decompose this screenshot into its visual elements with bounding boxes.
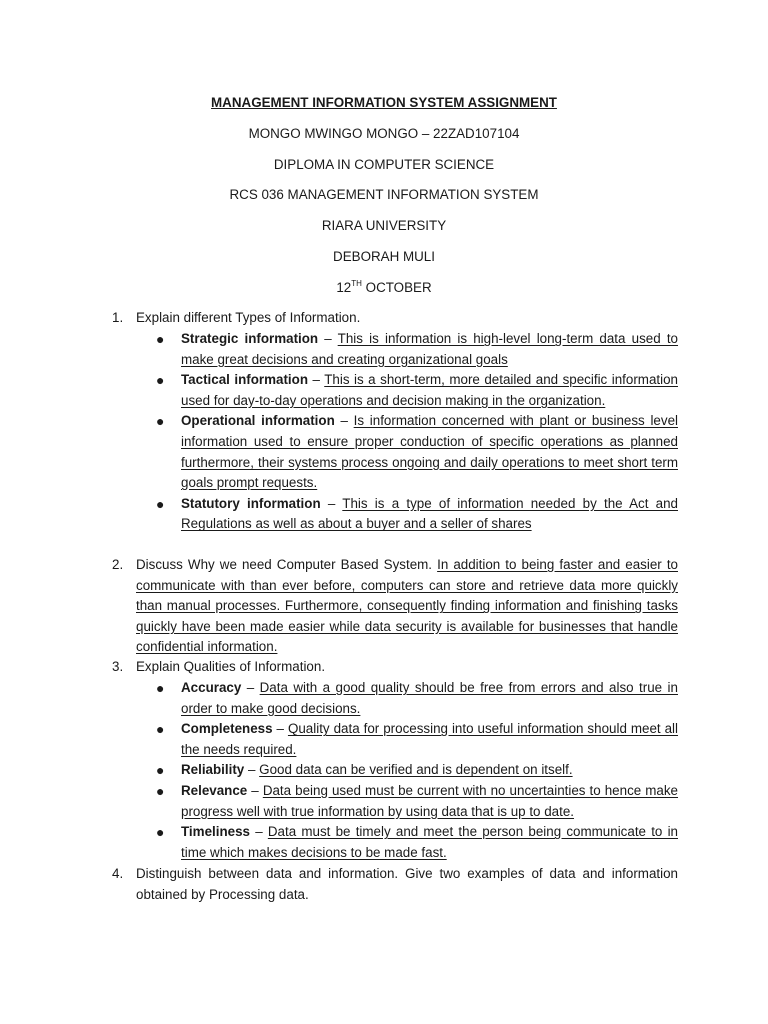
date-month: OCTOBER bbox=[361, 280, 432, 295]
bullet-icon: ● bbox=[156, 331, 165, 347]
item-answer: Good data can be verified and is dependent on itself. bbox=[259, 762, 573, 778]
item-separator: – bbox=[334, 413, 354, 429]
item-answer: This is a short-term, more detailed and specific information used for day-to-day operations and decision making in the organization. bbox=[181, 372, 678, 408]
item-answer: This is a type of information needed by the Act and Regulations as well as about a buyer and a seller of shares bbox=[181, 495, 678, 532]
date-day: 12 bbox=[336, 280, 352, 295]
list-item bbox=[156, 494, 678, 535]
question-1-list bbox=[156, 329, 678, 535]
question-2 bbox=[112, 555, 678, 658]
question-text: Distinguish between data and information. Give two examples of data and information obtained by Processing data. bbox=[136, 866, 678, 902]
item-answer: Is information concerned with plant or business level information used to ensure proper conduction of specific operations as planned furthermore, their systems process ongoing and daily operations to meet short term goals prompt requests. bbox=[181, 413, 678, 491]
item-answer: Quality data for processing into useful information should meet all the needs required. bbox=[181, 721, 679, 757]
bullet-icon: ● bbox=[156, 782, 165, 799]
question-text: Explain Qualities of Information. bbox=[136, 659, 326, 674]
question-4 bbox=[112, 864, 678, 905]
lecturer-line: DEBORAH MULI bbox=[333, 249, 435, 264]
list-item bbox=[156, 678, 678, 719]
item-answer: Data with a good quality should be free from errors and also true in order to make good decisions. bbox=[181, 680, 678, 716]
item-term: Reliability bbox=[181, 762, 245, 778]
item-term: Statutory information bbox=[181, 495, 321, 511]
item-separator: – bbox=[249, 824, 268, 840]
bullet-icon: ● bbox=[156, 762, 165, 779]
program-line: DIPLOMA IN COMPUTER SCIENCE bbox=[273, 157, 495, 172]
question-number: 1. bbox=[112, 310, 124, 325]
item-separator: – bbox=[318, 331, 338, 346]
question-1 bbox=[112, 308, 678, 329]
item-term: Accuracy bbox=[181, 680, 242, 695]
document-title: MANAGEMENT INFORMATION SYSTEM ASSIGNMENT bbox=[211, 95, 557, 110]
item-separator: – bbox=[320, 495, 343, 511]
item-separator: – bbox=[272, 721, 288, 737]
bullet-icon: ● bbox=[156, 413, 165, 430]
item-term: Completeness bbox=[181, 721, 273, 737]
question-number: 2. bbox=[112, 557, 124, 572]
list-item bbox=[156, 719, 678, 760]
list-item bbox=[156, 760, 678, 781]
bullet-icon: ● bbox=[156, 680, 165, 696]
item-term: Relevance bbox=[181, 782, 248, 798]
bullet-icon: ● bbox=[156, 372, 165, 389]
date-line bbox=[0, 278, 768, 298]
item-term: Tactical information bbox=[181, 372, 309, 388]
question-number: 3. bbox=[112, 659, 124, 674]
item-answer: This is information is high-level long-term data used to make great decisions and creating organizational goals bbox=[181, 331, 679, 367]
list-item bbox=[156, 781, 678, 822]
bullet-icon: ● bbox=[156, 721, 165, 738]
item-separator: – bbox=[244, 762, 260, 778]
item-term: Strategic information bbox=[181, 331, 319, 346]
question-answer: In addition to being faster and easier to communicate with than ever before, computers can store and retrieve data more quickly than manual processes. Furthermore, consequently finding information and finishing tasks quickly have been made easier while data security is available for businesses that handle confidential information. bbox=[136, 557, 678, 655]
course-line: RCS 036 MANAGEMENT INFORMATION SYSTEM bbox=[229, 187, 539, 202]
bullet-icon: ● bbox=[156, 824, 165, 841]
question-3-list bbox=[156, 678, 678, 863]
question-3 bbox=[112, 657, 678, 678]
question-text: Explain different Types of Information. bbox=[136, 310, 361, 325]
question-text: Discuss Why we need Computer Based System. bbox=[136, 557, 433, 572]
item-separator: – bbox=[247, 782, 263, 798]
list-item bbox=[156, 370, 678, 411]
list-item bbox=[156, 329, 678, 370]
item-separator: – bbox=[308, 372, 325, 388]
item-term: Operational information bbox=[181, 413, 335, 429]
list-item bbox=[156, 411, 678, 493]
student-name-line: MONGO MWINGO MONGO – 22ZAD107104 bbox=[248, 126, 520, 141]
list-item bbox=[156, 822, 678, 863]
bullet-icon: ● bbox=[156, 495, 165, 512]
question-number: 4. bbox=[112, 866, 124, 881]
item-answer: Data must be timely and meet the person being communicate to in time which makes decisions to be made fast. bbox=[181, 824, 678, 860]
date-superscript: TH bbox=[351, 279, 362, 288]
item-separator: – bbox=[241, 680, 260, 695]
university-line: RIARA UNIVERSITY bbox=[321, 218, 447, 233]
item-term: Timeliness bbox=[181, 824, 250, 840]
item-answer: Data being used must be current with no uncertainties to hence make progress well with true information by using data that is up to date. bbox=[181, 782, 679, 819]
